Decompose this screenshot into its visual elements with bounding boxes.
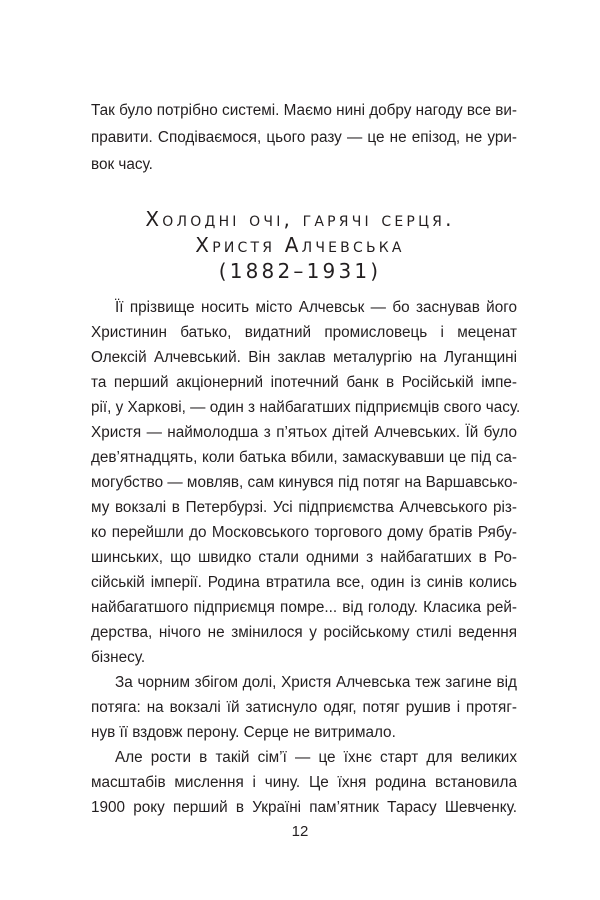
paragraph-line: му вокзалі в Петербурзі. Усі підприємства Алчевського різ-: [91, 499, 517, 516]
paragraph-line: 1900 року перший в Україні пам’ятник Тарасу Шевченку.: [91, 799, 517, 816]
chapter-heading-years: (1882–1931): [218, 259, 382, 283]
paragraph-line: дерства, нічого не змінилося у російському стилі ведення: [91, 624, 517, 641]
page-number: 12: [291, 823, 309, 840]
paragraph-line: рії, у Харкові, — один з найбагатших підприємців свого часу.: [91, 399, 521, 416]
paragraph-line: масштабів мислення і чину. Це їхня родина встановила: [91, 774, 517, 791]
intro-line: вок часу.: [91, 156, 153, 173]
intro-line: Так було потрібно системі. Маємо нині добру нагоду все ви-: [91, 102, 517, 119]
intro-line: правити. Сподіваємося, цього разу — це не епізод, не ури-: [91, 129, 517, 146]
paragraph-line: Олексій Алчевський. Він заклав металургію на Луганщині: [91, 349, 517, 366]
paragraph-line: Христя — наймолодша з п’ятьох дітей Алчевських. Їй було: [91, 424, 517, 441]
paragraph-line: сійській імперії. Родина втратила все, один із синів колись: [91, 574, 517, 591]
paragraph-line: дев’ятнадцять, коли батька вбили, замаскувавши це під са-: [91, 449, 517, 466]
paragraph-line: нув її вздовж перону. Серце не витримало.: [91, 724, 396, 741]
paragraph-line: Христинин батько, видатний промисловець і меценат: [91, 324, 517, 341]
paragraph-line: потяга: на вокзалі їй затиснуло одяг, потяг рушив і протяг-: [91, 699, 517, 716]
paragraph-line: найбагатшого підприємця помре... від голоду. Класика рей-: [91, 599, 517, 616]
paragraph-line: та перший акціонерний іпотечний банк в Російській імпе-: [91, 374, 517, 391]
paragraph-line: За чорним збігом долі, Христя Алчевська теж загине від: [115, 674, 517, 691]
paragraph-line: ко перейшли до Московського торгового дому братів Рябу-: [91, 524, 517, 541]
paragraph-line: Але рости в такій сім’ї — це їхнє старт для великих: [115, 749, 517, 766]
paragraph-line: шинських, що швидко стали одними з найбагатших в Ро-: [91, 549, 517, 566]
paragraph-line: Її прізвище носить місто Алчевськ — бо заснував його: [115, 299, 517, 316]
chapter-heading-line-2: Христя Алчевська: [195, 233, 405, 257]
chapter-heading-line-1: Холодні очі, гарячі серця.: [145, 207, 455, 231]
paragraph-line: могубство — мовляв, сам кинувся під потяг на Варшавсько-: [91, 474, 518, 491]
paragraph-line: бізнесу.: [91, 649, 146, 666]
